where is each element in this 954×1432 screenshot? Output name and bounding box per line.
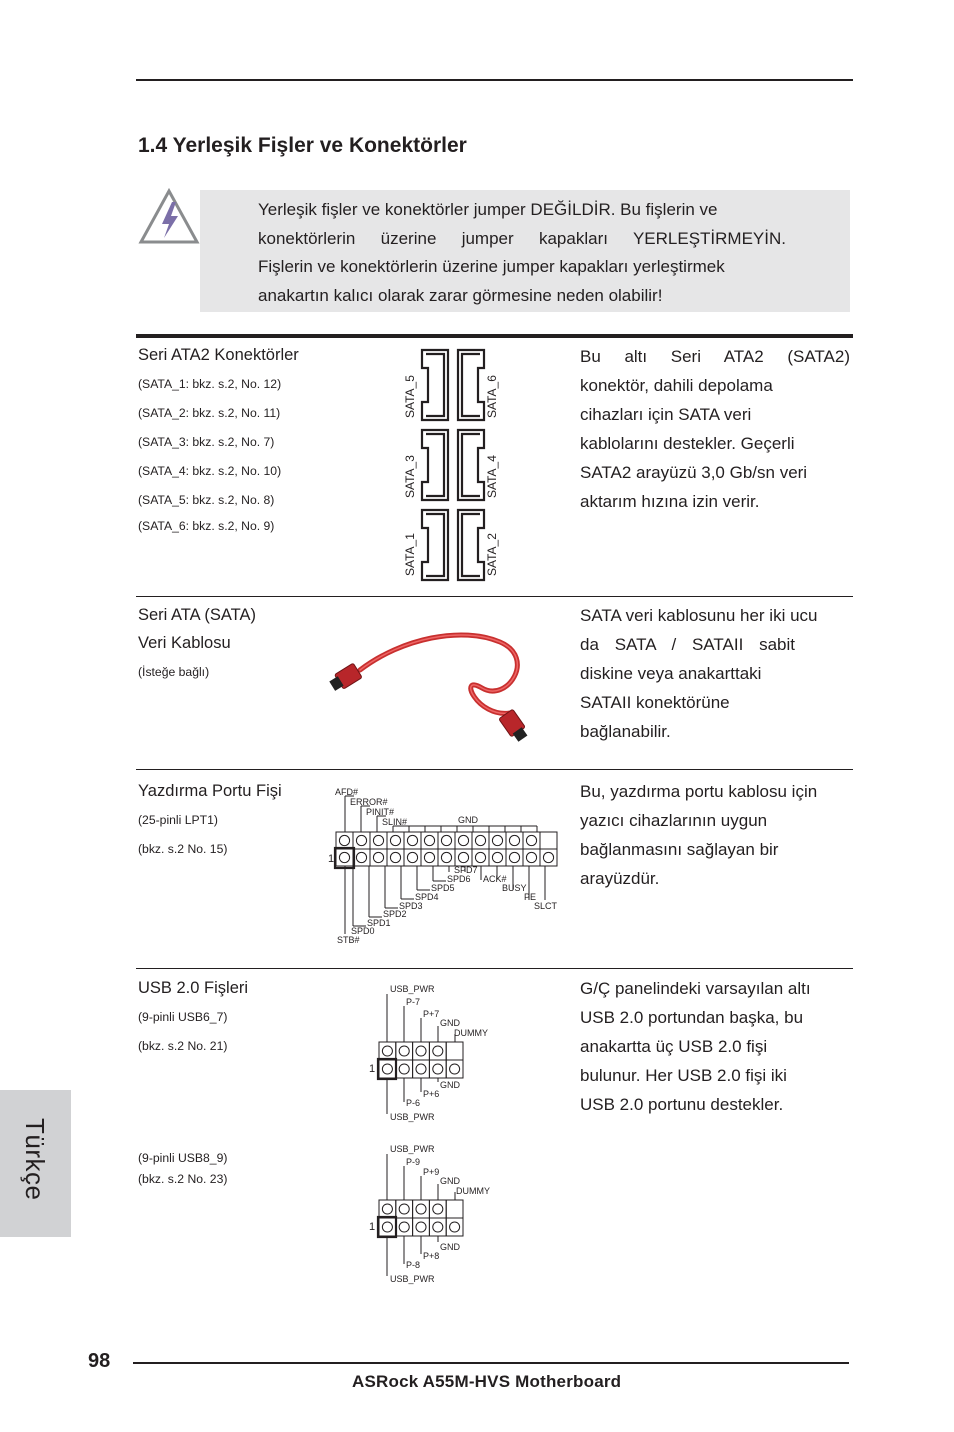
page-number: 98 [88,1350,111,1372]
usb2-pin-gnd-bot: GND [440,1242,460,1252]
pin-gnd: GND [458,815,478,825]
pin-busy: BUSY [502,883,527,893]
pin-hole [373,852,383,862]
pin-hole [433,1046,443,1056]
sata-description: Bu altı Seri ATA2 (SATA2) konektör, dahili depolama cihazları için SATA veri kablolarını destekler. Geçerli SATA2 arayüzü 3,0 Gb/sn veri aktarım hızına izin verir. [580,347,850,511]
cable-note: (İsteğe bağlı) [138,665,210,679]
usb2-pin-gnd-top: GND [440,1176,460,1186]
pin-pinit: PINIT# [366,807,395,817]
pin-hole [526,835,536,845]
sata-title: Seri ATA2 Konektörler [138,346,299,364]
usb-subtitle-1: (9-pinli USB6_7) [138,1010,228,1024]
pin-pe: PE [524,892,537,902]
sata-ref-5: (SATA_5: bkz. s.2, No. 8) [138,493,275,507]
usb-subtitle-2: (bkz. s.2 No. 21) [138,1039,228,1053]
pin-spd1: SPD1 [367,918,391,928]
pin-hole [407,835,417,845]
pin-spd4: SPD4 [415,892,439,902]
sata-ref-1: (SATA_1: bkz. s.2, No. 12) [138,377,282,391]
usb-subtitle-3: (9-pinli USB8_9) [138,1151,228,1165]
pin-hole [458,852,468,862]
pin-hole [526,852,536,862]
sata1-label: SATA_1 [403,533,417,576]
pin-hole [356,852,366,862]
pin-spd6: SPD6 [447,874,471,884]
pin-slin: SLIN# [382,817,408,827]
usb2-pin-1-marker: 1 [369,1221,376,1233]
usb1-pin-pminus-top: P-7 [406,997,421,1007]
usb-header-1-diagram [366,982,506,1126]
sata-ref-3: (SATA_3: bkz. s.2, No. 7) [138,435,275,449]
usb2-pin-pplus-top: P+9 [423,1167,440,1177]
lpt-title: Yazdırma Portu Fişi [138,782,282,800]
pin-hole [441,835,451,845]
divider-lpt [136,769,853,770]
pin-hole [450,1064,460,1074]
usb1-pin-usbpwr-top: USB_PWR [390,984,435,994]
pin-hole [416,1222,426,1232]
usb2-pin-usbpwr-top: USB_PWR [390,1144,435,1154]
pin-afd: AFD# [335,787,359,797]
divider-usb [136,968,853,969]
pin-hole [475,852,485,862]
cable-description: SATA veri kablosunu her iki ucu da SATA / SATAII sabit diskine veya anakarttaki SATAII konektörüne bağlanabilir. [580,606,818,741]
pin-hole [399,1204,409,1214]
pin-hole [450,1222,460,1232]
pin-error: ERROR# [350,797,388,807]
pin-hole [382,1204,392,1214]
divider-cable [136,596,853,597]
pin-hole [475,835,485,845]
usb-header-2-diagram [366,1142,506,1286]
footer-rule [133,1362,849,1364]
pin-hole [492,852,502,862]
pin-hole [416,1046,426,1056]
lpt-subtitle-2: (bkz. s.2 No. 15) [138,842,228,856]
footer-text: ASRock A55M-HVS Motherboard [352,1372,622,1391]
pin-hole [382,1046,392,1056]
pin-spd0: SPD0 [351,926,375,936]
sata-ref-2: (SATA_2: bkz. s.2, No. 11) [138,406,281,420]
pin-hole [433,1204,443,1214]
usb2-pin-usbpwr-bot: USB_PWR [390,1274,435,1284]
section-title: 1.4 Yerleşik Fişler ve Konektörler [138,134,467,157]
warning-text: Yerleşik fişler ve konektörler jumper DEĞİLDİR. Bu fişlerin ve konektörlerin üzerine jumper kapakları YERLEŞTİRMEYİN. Fişlerin ve konektörlerin üzerine jumper kapakları yerleştirmek anakartın kalıcı olarak zarar görmesine neden olabilir! [258,200,786,305]
sata2-label: SATA_2 [485,533,499,576]
pin-spd5: SPD5 [431,883,455,893]
pin-hole [458,835,468,845]
thick-divider [136,334,853,338]
pin-ack: ACK# [483,874,507,884]
pin-slct: SLCT [534,901,558,911]
pin-hole [339,835,349,845]
usb1-pin-1-marker: 1 [369,1063,376,1075]
pin-hole [509,835,519,845]
usb2-pin-pminus-top: P-9 [406,1157,421,1167]
usb1-pin-usbpwr-bot: USB_PWR [390,1112,435,1122]
pin-spd2: SPD2 [383,909,407,919]
pin-hole [382,1064,392,1074]
warning-icon [138,188,200,246]
sata-ref-6: (SATA_6: bkz. s.2, No. 9) [138,519,275,533]
usb-description: G/Ç panelindeki varsayılan altı USB 2.0 portundan başka, bu anakartta üç USB 2.0 fişi bulunur. Her USB 2.0 fişi iki USB 2.0 portunu destekler. [580,979,811,1114]
pin-spd7: SPD7 [454,865,478,875]
cable-title-1: Seri ATA (SATA) [138,606,256,624]
usb2-pin-dummy: DUMMY [456,1186,490,1196]
sata3-label: SATA_3 [403,455,417,498]
usb2-pin-pplus-bot: P+8 [423,1251,440,1261]
sata5-label: SATA_5 [403,375,417,418]
pin-hole [543,852,553,862]
usb1-pin-gnd-top: GND [440,1018,460,1028]
pin-hole [382,1222,392,1232]
pin-hole [509,852,519,862]
pin-hole [407,852,417,862]
pin-hole [441,852,451,862]
pin-hole [416,1204,426,1214]
usb-title: USB 2.0 Fişleri [138,979,249,997]
pin-hole [356,835,366,845]
pin-hole [416,1064,426,1074]
usb1-pin-pplus-top: P+7 [423,1009,440,1019]
pin-hole [399,1222,409,1232]
usb1-pin-pplus-bot: P+6 [423,1089,440,1099]
usb1-pin-dummy: DUMMY [454,1028,488,1038]
pin-hole [433,1222,443,1232]
sata6-label: SATA_6 [485,375,499,418]
sata-ref-4: (SATA_4: bkz. s.2, No. 10) [138,464,282,478]
usb1-pin-pminus-bot: P-6 [406,1098,421,1108]
pin-hole [373,835,383,845]
pin-spd3: SPD3 [399,901,423,911]
pin-hole [390,852,400,862]
top-rule [136,79,853,81]
pin-hole [390,835,400,845]
pin-hole [424,835,434,845]
pin-1-marker: 1 [328,853,335,865]
usb-subtitle-4: (bkz. s.2 No. 23) [138,1172,228,1186]
pin-stb: STB# [337,935,360,945]
cable-title-2: Veri Kablosu [138,634,231,652]
pin-hole [433,1064,443,1074]
language-tab-label: Türkçe [20,1118,50,1201]
pin-hole [424,852,434,862]
usb1-pin-gnd-bot: GND [440,1080,460,1090]
sata4-label: SATA_4 [485,455,499,498]
lpt-header-diagram [326,784,566,946]
lpt-description: Bu, yazdırma portu kablosu için yazıcı cihazlarının uygun bağlanmasını sağlayan bir arayüzdür. [580,782,818,888]
sata-connector-diagram [398,348,508,583]
lpt-subtitle-1: (25-pinli LPT1) [138,813,218,827]
pin-hole [399,1064,409,1074]
sata-cable-image [332,628,542,740]
usb2-pin-pminus-bot: P-8 [406,1260,421,1270]
pin-hole [339,852,349,862]
pin-hole [492,835,502,845]
pin-hole [399,1046,409,1056]
